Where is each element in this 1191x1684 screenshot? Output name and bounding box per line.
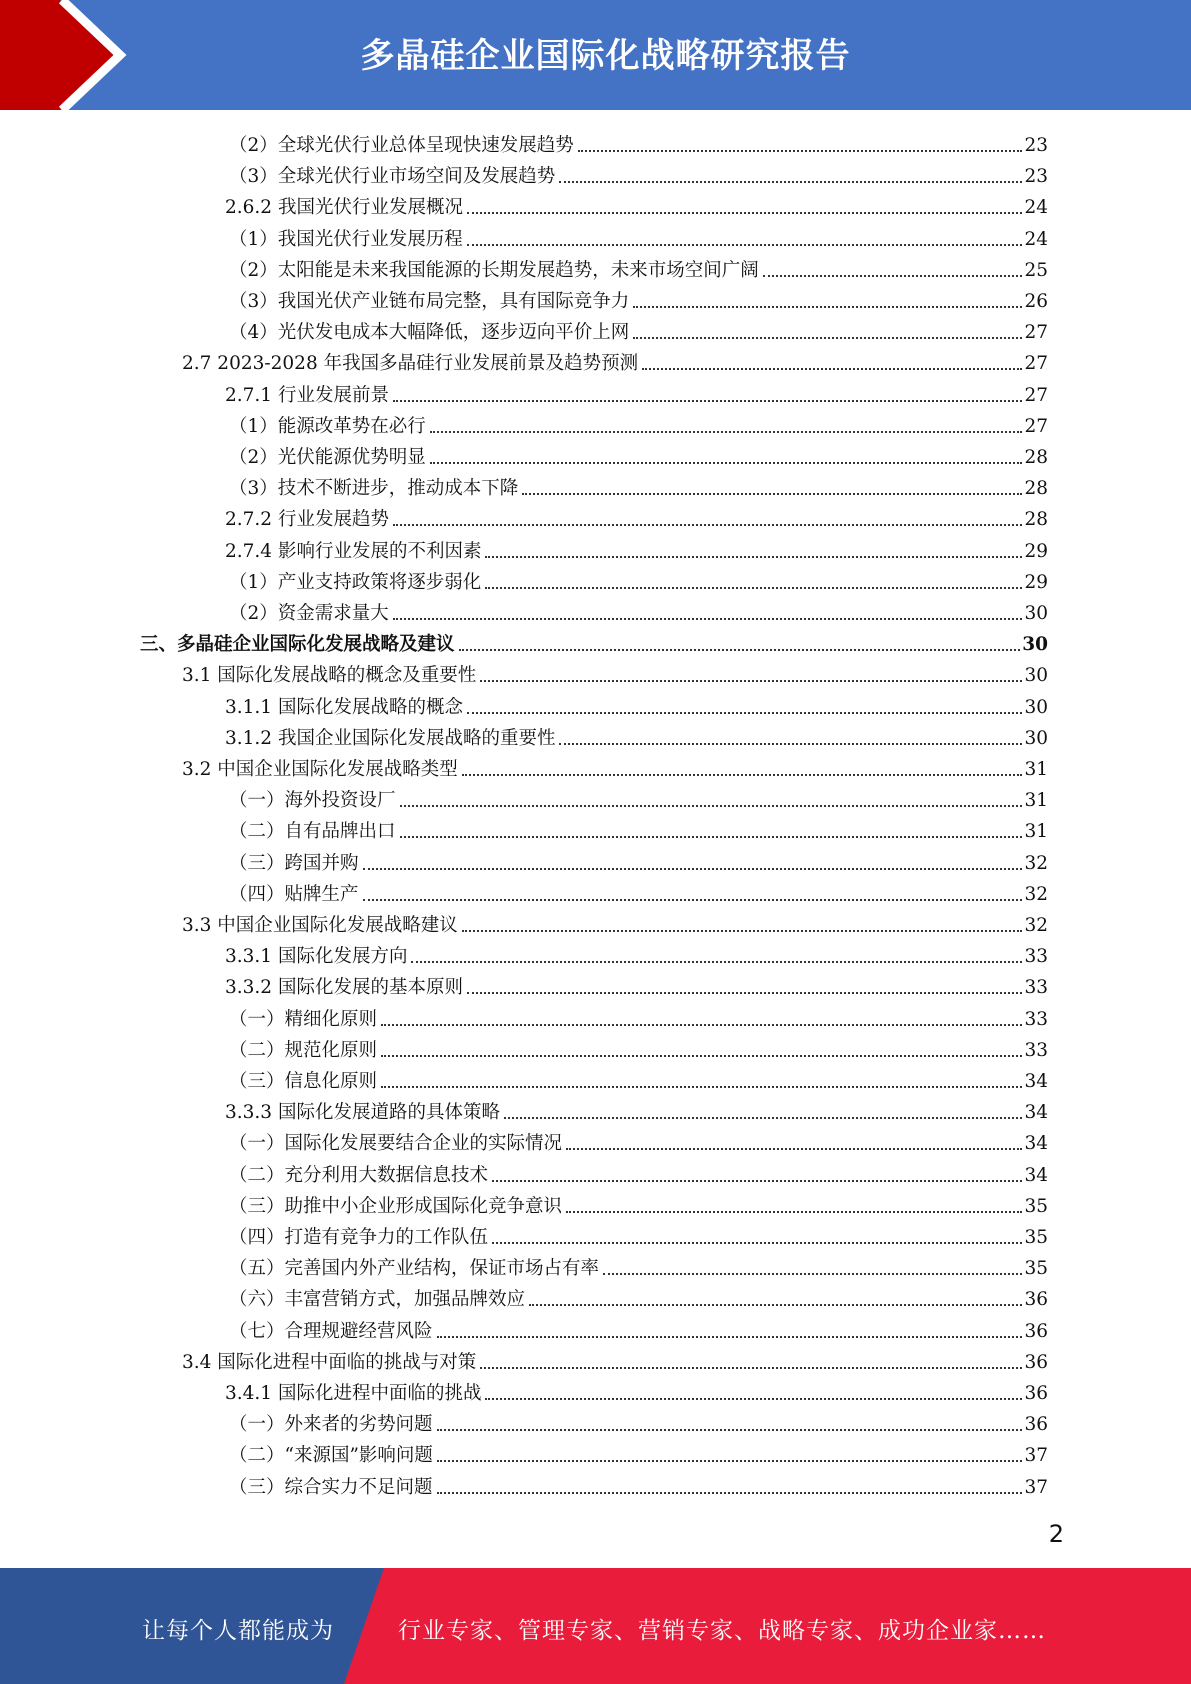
toc-entry-page: 28 — [1024, 478, 1048, 500]
toc-entry-label: 2.6.2 我国光伏行业发展概况 — [225, 197, 463, 219]
toc-entry-label: （二）自有品牌出口 — [229, 821, 396, 843]
toc-entry-label: （一）海外投资设厂 — [229, 790, 396, 812]
toc-entry-label: （三）综合实力不足问题 — [229, 1476, 433, 1498]
toc-entry-page: 30 — [1024, 603, 1048, 624]
toc-entry-page: 27 — [1024, 353, 1048, 375]
toc-entry-page: 34 — [1024, 1071, 1048, 1092]
toc-entry-page: 32 — [1024, 915, 1048, 936]
toc-entry-page: 35 — [1024, 1258, 1048, 1280]
toc-entry[interactable] — [229, 1436, 1048, 1467]
toc-dot-leader — [578, 150, 1023, 152]
toc-entry-label: （2）光伏能源优势明显 — [229, 447, 426, 468]
toc-entry[interactable] — [229, 1031, 1048, 1062]
page-number: 2 — [1048, 1520, 1064, 1548]
toc-entry-page: 36 — [1024, 1289, 1048, 1311]
toc-entry[interactable] — [225, 500, 1048, 531]
toc-entry-label: （四）贴牌生产 — [229, 883, 359, 905]
toc-entry[interactable] — [229, 1218, 1048, 1249]
toc-dot-leader — [467, 992, 1022, 994]
toc-entry-label: 3.3.3 国际化发展道路的具体策略 — [225, 1102, 500, 1124]
toc-entry-page: 27 — [1024, 384, 1048, 406]
toc-entry[interactable] — [225, 1093, 1048, 1124]
toc-entry-page: 28 — [1024, 509, 1048, 531]
toc-entry-label: 3.3.1 国际化发展方向 — [225, 946, 408, 968]
toc-dot-leader — [485, 587, 1022, 589]
toc-entry-page: 24 — [1024, 197, 1048, 219]
toc-entry[interactable] — [225, 968, 1048, 999]
toc-entry[interactable] — [229, 1312, 1048, 1343]
toc-entry-page: 28 — [1024, 447, 1048, 468]
toc-entry[interactable] — [182, 344, 1048, 375]
toc-entry[interactable] — [229, 282, 1048, 313]
toc-entry-page: 23 — [1024, 166, 1048, 188]
toc-entry[interactable] — [225, 532, 1048, 563]
toc-entry-page: 31 — [1024, 759, 1048, 780]
toc-entry-page: 35 — [1024, 1227, 1048, 1248]
toc-entry[interactable] — [229, 781, 1048, 812]
toc-entry-label: 2.7.2 行业发展趋势 — [225, 509, 389, 531]
toc-entry[interactable] — [229, 1156, 1048, 1187]
toc-dot-leader — [492, 1242, 1022, 1244]
toc-entry-page: 36 — [1024, 1320, 1048, 1342]
toc-entry[interactable] — [229, 313, 1048, 344]
toc-entry-label: 2.7 2023-2028 年我国多晶硅行业发展前景及趋势预测 — [182, 353, 639, 375]
toc-entry-label: （3）我国光伏产业链布局完整，具有国际竞争力 — [229, 291, 630, 312]
toc-entry[interactable] — [229, 594, 1048, 625]
toc-dot-leader — [462, 774, 1023, 776]
toc-entry-page: 30 — [1024, 727, 1048, 749]
toc-dot-leader — [393, 524, 1022, 526]
toc-entry-page: 30 — [1022, 634, 1048, 656]
toc-entry-page: 23 — [1024, 135, 1048, 156]
toc-entry[interactable] — [229, 469, 1048, 500]
toc-dot-leader — [559, 743, 1022, 745]
toc-dot-leader — [363, 899, 1023, 901]
toc-entry-label: （一）外来者的劣势问题 — [229, 1414, 433, 1436]
toc-dot-leader — [430, 462, 1023, 464]
toc-dot-leader — [763, 275, 1023, 277]
toc-entry-page: 32 — [1024, 883, 1048, 905]
toc-entry[interactable] — [229, 1000, 1048, 1031]
toc-entry-page: 30 — [1024, 665, 1048, 687]
toc-entry-label: （二）“来源国”影响问题 — [229, 1445, 433, 1467]
toc-entry[interactable] — [225, 188, 1048, 219]
toc-dot-leader — [437, 1460, 1023, 1462]
toc-entry-page: 37 — [1024, 1476, 1048, 1498]
toc-dot-leader — [522, 493, 1022, 495]
toc-dot-leader — [430, 431, 1023, 433]
toc-entry-label: 3.1 国际化发展战略的概念及重要性 — [182, 665, 477, 687]
toc-entry-page: 36 — [1024, 1351, 1048, 1373]
toc-entry-label: （三）助推中小企业形成国际化竞争意识 — [229, 1195, 563, 1217]
toc-dot-leader — [529, 1304, 1022, 1306]
toc-entry-page: 33 — [1024, 946, 1048, 968]
toc-entry[interactable] — [229, 126, 1048, 157]
toc-dot-leader — [437, 1492, 1023, 1494]
toc-entry-page: 36 — [1024, 1383, 1048, 1404]
toc-entry-page: 26 — [1024, 291, 1048, 312]
toc-entry[interactable] — [225, 688, 1048, 719]
toc-entry-page: 34 — [1024, 1164, 1048, 1186]
toc-dot-leader — [504, 1117, 1022, 1119]
toc-dot-leader — [411, 961, 1022, 963]
toc-dot-leader — [437, 1429, 1023, 1431]
toc-entry[interactable] — [182, 750, 1048, 781]
footer-slogan-left: 让每个人都能成为 — [142, 1618, 334, 1644]
toc-dot-leader — [462, 930, 1023, 932]
toc-entry-label: （2）太阳能是未来我国能源的长期发展趋势，未来市场空间广阔 — [229, 259, 759, 281]
toc-entry-label: 3.1.1 国际化发展战略的概念 — [225, 696, 463, 718]
toc-entry-page: 31 — [1024, 790, 1048, 812]
toc-dot-leader — [642, 368, 1022, 370]
toc-entry[interactable] — [225, 719, 1048, 750]
toc-entry-page: 34 — [1024, 1133, 1048, 1155]
toc-dot-leader — [393, 400, 1022, 402]
toc-entry-page: 33 — [1024, 1008, 1048, 1030]
toc-entry[interactable] — [229, 1468, 1048, 1499]
toc-dot-leader — [559, 181, 1022, 183]
toc-entry[interactable] — [229, 1124, 1048, 1155]
toc-dot-leader — [400, 836, 1023, 838]
toc-entry-label: （4）光伏发电成本大幅降低，逐步迈向平价上网 — [229, 322, 630, 344]
toc-entry-label: （三）信息化原则 — [229, 1071, 378, 1092]
toc-entry-page: 27 — [1024, 322, 1048, 344]
toc-entry[interactable] — [229, 875, 1048, 906]
toc-dot-leader — [437, 1336, 1023, 1338]
toc-entry-page: 25 — [1024, 259, 1048, 281]
toc-dot-leader — [480, 1367, 1022, 1369]
toc-entry[interactable] — [229, 1187, 1048, 1218]
toc-entry[interactable] — [229, 1280, 1048, 1311]
toc-dot-leader — [467, 244, 1023, 246]
toc-dot-leader — [633, 337, 1022, 339]
toc-entry-page: 24 — [1024, 228, 1048, 250]
toc-entry-label: （1）能源改革势在必行 — [229, 415, 426, 437]
toc-entry[interactable] — [225, 937, 1048, 968]
toc-entry[interactable] — [182, 1343, 1048, 1374]
toc-entry-label: 3.4.1 国际化进程中面临的挑战 — [225, 1383, 482, 1404]
toc-entry-label: （1）我国光伏行业发展历程 — [229, 228, 463, 250]
toc-dot-leader — [566, 1211, 1022, 1213]
toc-dot-leader — [566, 1148, 1022, 1150]
toc-entry-label: （四）打造有竞争力的工作队伍 — [229, 1227, 489, 1248]
page-footer — [0, 1568, 1191, 1684]
toc-entry[interactable] — [229, 563, 1048, 594]
toc-entry[interactable] — [229, 220, 1048, 251]
toc-entry-label: 3.4 国际化进程中面临的挑战与对策 — [182, 1351, 477, 1373]
toc-entry-page: 30 — [1024, 696, 1048, 718]
toc-dot-leader — [480, 680, 1022, 682]
toc-entry[interactable] — [229, 157, 1048, 188]
toc-entry-label: （三）跨国并购 — [229, 852, 359, 874]
toc-entry-label: （五）完善国内外产业结构，保证市场占有率 — [229, 1258, 600, 1280]
toc-entry[interactable] — [140, 625, 1048, 656]
toc-entry-label: （二）充分利用大数据信息技术 — [229, 1164, 489, 1186]
toc-entry-label: （2）资金需求量大 — [229, 603, 389, 624]
toc-entry-page: 34 — [1024, 1102, 1048, 1124]
toc-entry[interactable] — [229, 1405, 1048, 1436]
toc-entry[interactable] — [182, 906, 1048, 937]
toc-entry-label: 三、多晶硅企业国际化发展战略及建议 — [140, 634, 455, 656]
toc-entry-page: 35 — [1024, 1195, 1048, 1217]
toc-dot-leader — [467, 212, 1022, 214]
toc-dot-leader — [459, 649, 1021, 651]
toc-entry-label: （2）全球光伏行业总体呈现快速发展趋势 — [229, 135, 574, 156]
toc-dot-leader — [492, 1180, 1022, 1182]
toc-entry-page: 33 — [1024, 977, 1048, 999]
toc-dot-leader — [393, 618, 1023, 620]
toc-entry[interactable] — [182, 656, 1048, 687]
toc-entry-label: （1）产业支持政策将逐步弱化 — [229, 571, 482, 593]
toc-dot-leader — [603, 1273, 1022, 1275]
toc-entry-label: （3）技术不断进步，推动成本下降 — [229, 478, 519, 500]
toc-entry-label: 3.2 中国企业国际化发展战略类型 — [182, 759, 458, 780]
toc-dot-leader — [467, 712, 1022, 714]
footer-slogan-right: 行业专家、管理专家、营销专家、战略专家、成功企业家…… — [398, 1618, 1046, 1644]
toc-entry-label: 2.7.1 行业发展前景 — [225, 384, 389, 406]
toc-dot-leader — [633, 306, 1022, 308]
toc-dot-leader — [381, 1024, 1022, 1026]
toc-dot-leader — [363, 868, 1023, 870]
toc-entry-label: （一）精细化原则 — [229, 1008, 378, 1030]
toc-entry[interactable] — [229, 844, 1048, 875]
toc-entry-label: （七）合理规避经营风险 — [229, 1320, 433, 1342]
toc-entry-label: （3）全球光伏行业市场空间及发展趋势 — [229, 166, 556, 188]
toc-entry-page: 37 — [1024, 1445, 1048, 1467]
toc-dot-leader — [485, 556, 1022, 558]
toc-entry-page: 31 — [1024, 821, 1048, 843]
toc-dot-leader — [400, 805, 1023, 807]
report-title: 多晶硅企业国际化战略研究报告 — [360, 36, 851, 76]
toc-entry[interactable] — [229, 407, 1048, 438]
toc-entry[interactable] — [229, 1062, 1048, 1093]
toc-dot-leader — [381, 1055, 1022, 1057]
toc-entry[interactable] — [225, 376, 1048, 407]
toc-entry[interactable] — [225, 1374, 1048, 1405]
toc-entry-label: （六）丰富营销方式，加强品牌效应 — [229, 1289, 526, 1311]
toc-entry-label: 3.3.2 国际化发展的基本原则 — [225, 977, 463, 999]
toc-dot-leader — [485, 1398, 1022, 1400]
page-header — [0, 0, 1191, 110]
toc-entry-page: 27 — [1024, 415, 1048, 437]
toc-entry-page: 32 — [1024, 852, 1048, 874]
toc-entry-page: 29 — [1024, 540, 1048, 562]
toc-entry-label: 3.1.2 我国企业国际化发展战略的重要性 — [225, 727, 556, 749]
toc-entry[interactable] — [229, 1249, 1048, 1280]
toc-entry[interactable] — [229, 812, 1048, 843]
toc-entry-label: （一）国际化发展要结合企业的实际情况 — [229, 1133, 563, 1155]
toc-entry[interactable] — [229, 251, 1048, 282]
toc-entry-label: （二）规范化原则 — [229, 1039, 378, 1061]
toc-entry-page: 33 — [1024, 1039, 1048, 1061]
toc-entry[interactable] — [229, 438, 1048, 469]
toc-entry-page: 29 — [1024, 571, 1048, 593]
toc-dot-leader — [381, 1086, 1022, 1088]
toc-entry-label: 3.3 中国企业国际化发展战略建议 — [182, 915, 458, 936]
toc-entry-label: 2.7.4 影响行业发展的不利因素 — [225, 540, 482, 562]
toc-entry-page: 36 — [1024, 1414, 1048, 1436]
